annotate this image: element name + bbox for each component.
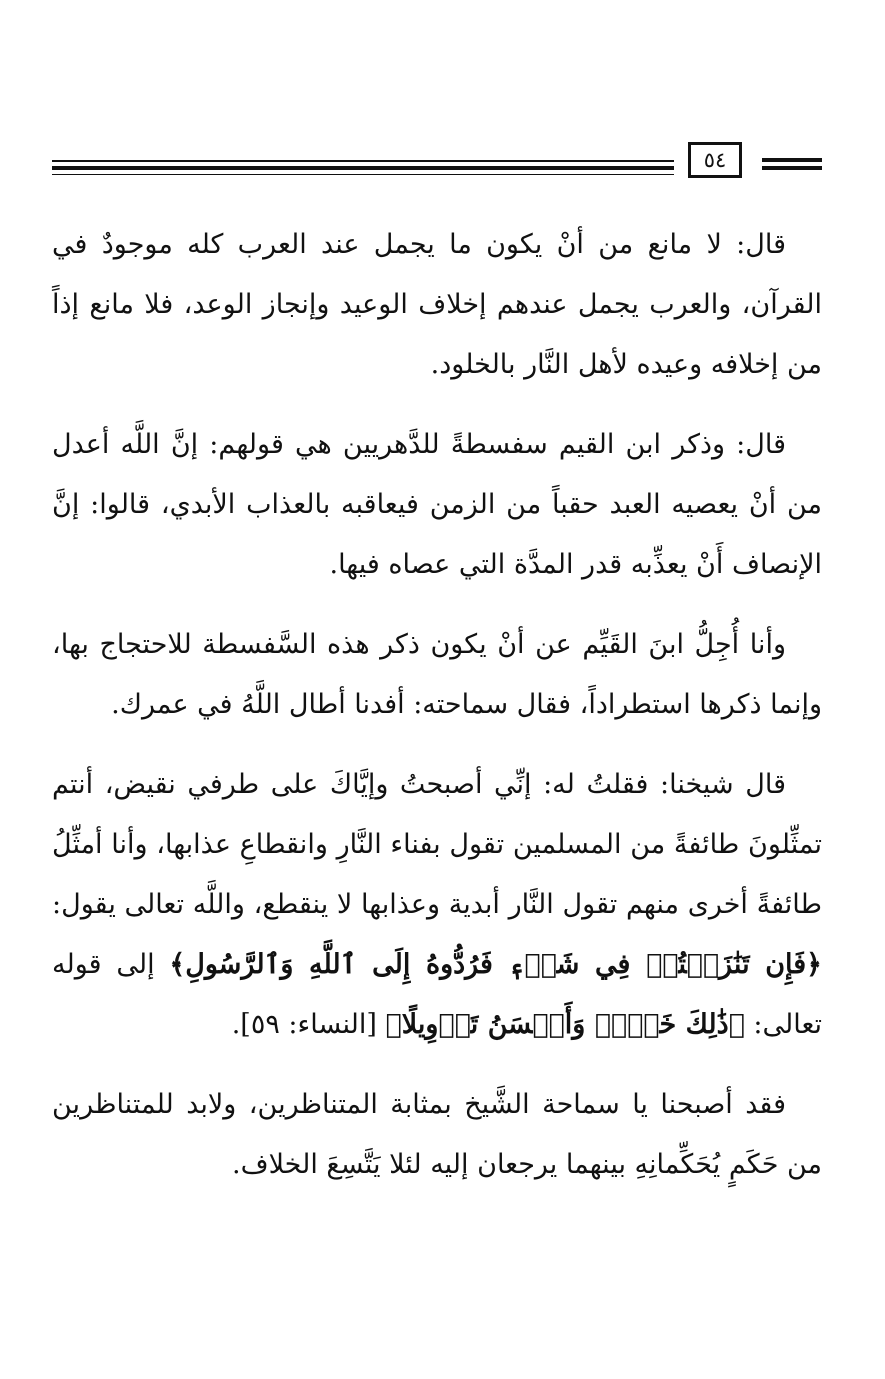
paragraph: قال: وذكر ابن القيم سفسطةً للدَّهريين هي قولهم: إنَّ اللَّه أعدل من أنْ يعصيه العبد حقباً من الزمن فيعاقبه بالعذاب الأبدي، قالوا: إنَّ الإنصاف أَنْ يعذِّبه قدر المدَّة التي عصاه فيها. [52, 429, 822, 580]
paragraph: وأنا أُجِلُّ ابنَ القَيِّم عن أنْ يكون ذكر هذه السَّفسطة للاحتجاج بها، وإنما ذكرها استطراداً، فقال سماحته: أفدنا أطال اللَّهُ في عمرك. [52, 629, 822, 720]
header-rule-short [762, 158, 822, 162]
quran-verse: ﴿فَإِن تَنَٰزَعۡتُمۡ فِي شَيۡءٖ فَرُدُّوهُ إِلَى ٱللَّهِ وَٱلرَّسُولِ﴾ [169, 949, 822, 980]
paragraph-text: قال شيخنا: فقلتُ له: إنِّي أصبحتُ وإيَّاكَ على طرفي نقيض، أنتم تمثِّلونَ طائفةً من المسلمين تقول بفناء النَّارِ وانقطاعِ عذابها، وأنا أمثِّلُ طائفةً أخرى منهم تقول النَّار أبدية وعذابها لا ينقطع، واللَّه تعالى يقول: [52, 769, 822, 920]
verse-citation: [النساء: ٥٩]. [231, 1009, 386, 1040]
header-rule-short [762, 166, 822, 170]
paragraph-with-quran-verses [52, 755, 822, 1055]
page-number: ٥٤ [688, 142, 742, 178]
header-rule [52, 160, 674, 162]
paragraph-text: إلى قوله تعالى: [52, 949, 822, 1040]
paragraph: فقد أصبحنا يا سماحة الشَّيخ بمثابة المتناظرين، ولابد للمتناظرين من حَكَمٍ يُحَكِّمانِهِ بينهما يرجعان إليه لئلا يَتَّسِعَ الخلاف. [52, 1089, 822, 1180]
header-rule [52, 166, 674, 170]
paragraph: قال: لا مانع من أنْ يكون ما يجمل عند العرب كله موجودٌ في القرآن، والعرب يجمل عندهم إخلاف الوعيد وإنجاز الوعد، فلا مانع إذاً من إخلافه وعيده لأهل النَّار بالخلود. [52, 229, 822, 380]
page-body [52, 215, 822, 1215]
quran-verse: ﴿ذَٰلِكَ خَيۡرٞ وَأَحۡسَنُ تَأۡوِيلًا﴾ [385, 1009, 745, 1040]
header-rule [52, 174, 674, 175]
page-header [52, 142, 822, 182]
